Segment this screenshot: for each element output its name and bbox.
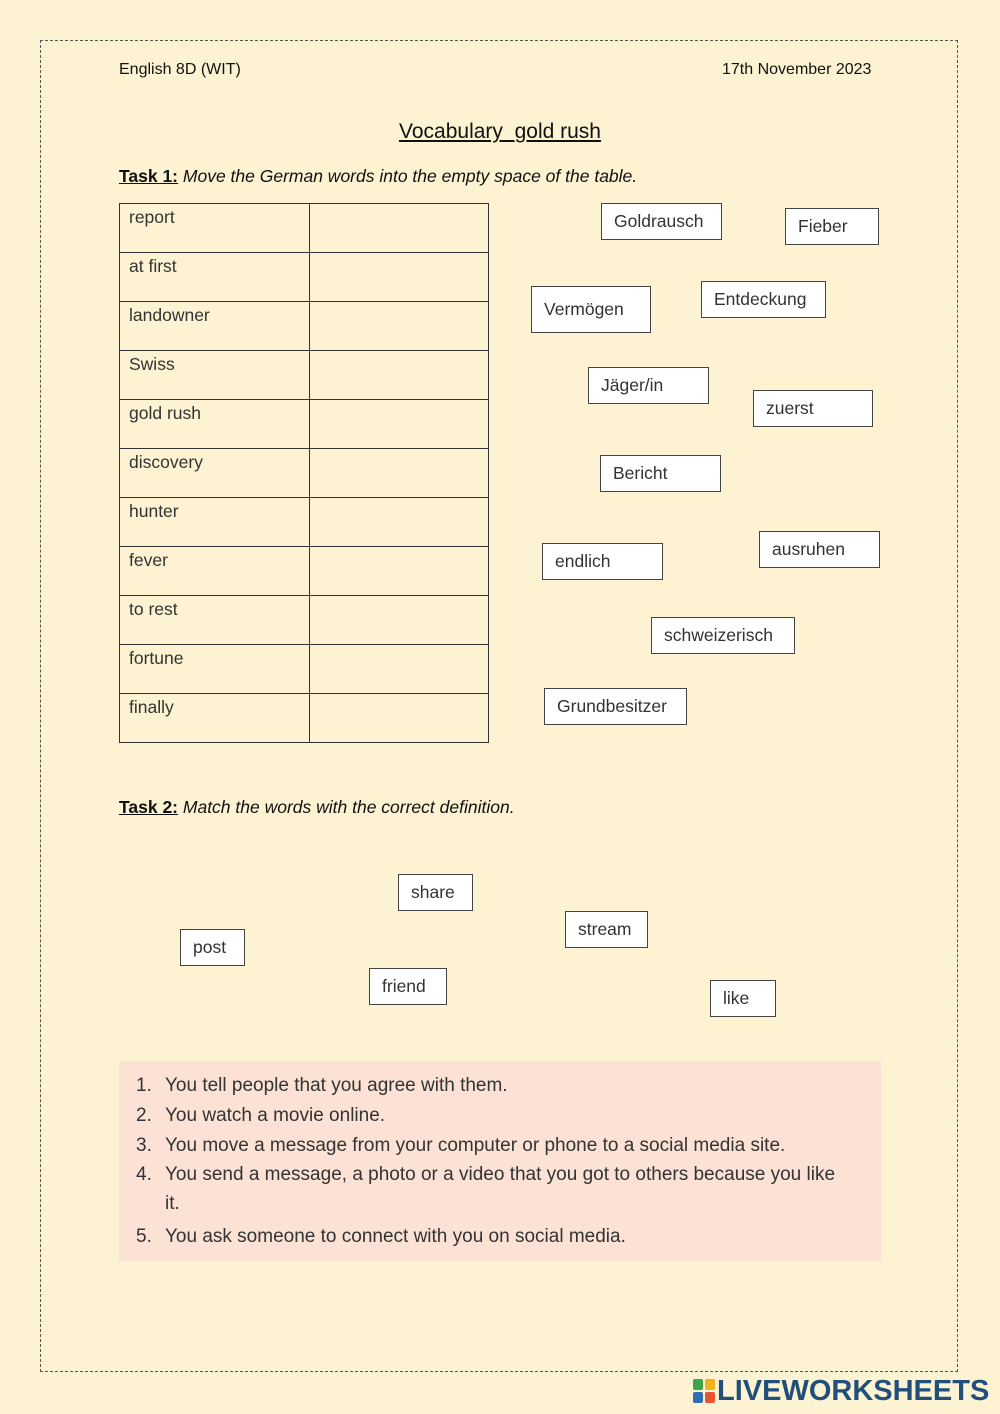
table-row bbox=[120, 547, 489, 596]
english-word: to rest bbox=[120, 596, 310, 645]
table-row bbox=[120, 302, 489, 351]
class-label: English 8D (WIT) bbox=[119, 61, 241, 78]
word-chip-friend[interactable]: friend bbox=[369, 968, 447, 1005]
english-word: gold rush bbox=[120, 400, 310, 449]
list-item bbox=[136, 1101, 855, 1130]
definition-number: 4. bbox=[136, 1164, 152, 1185]
logo-text: LIVEWORKSHEETS bbox=[717, 1374, 990, 1407]
word-chip-zuerst[interactable]: zuerst bbox=[753, 390, 873, 427]
english-word: report bbox=[120, 204, 310, 253]
word-chip-ausruhen[interactable]: ausruhen bbox=[759, 531, 880, 568]
english-word: at first bbox=[120, 253, 310, 302]
word-chip-entdeckung[interactable]: Entdeckung bbox=[701, 281, 826, 318]
task1-instruction: Move the German words into the empty space of the table. bbox=[178, 166, 638, 186]
word-chip-schweizerisch[interactable]: schweizerisch bbox=[651, 617, 795, 654]
list-item bbox=[136, 1222, 855, 1251]
table-row bbox=[120, 351, 489, 400]
task1-heading bbox=[119, 166, 637, 187]
table-row bbox=[120, 400, 489, 449]
word-chip-stream[interactable]: stream bbox=[565, 911, 648, 948]
logo-square-icon bbox=[693, 1392, 703, 1403]
task1-label: Task 1: bbox=[119, 166, 179, 186]
definition-text: You watch a movie online. bbox=[165, 1105, 386, 1126]
english-word: Swiss bbox=[120, 351, 310, 400]
date-label: 17th November 2023 bbox=[722, 61, 872, 78]
word-chip-endlich[interactable]: endlich bbox=[542, 543, 663, 580]
table-row bbox=[120, 694, 489, 743]
drop-slot[interactable] bbox=[310, 498, 489, 547]
english-word: hunter bbox=[120, 498, 310, 547]
definition-number: 3. bbox=[136, 1135, 152, 1156]
logo-square-icon bbox=[693, 1379, 703, 1390]
drop-slot[interactable] bbox=[310, 596, 489, 645]
definition-number: 2. bbox=[136, 1105, 152, 1126]
drop-slot[interactable] bbox=[310, 645, 489, 694]
list-item bbox=[136, 1160, 855, 1218]
word-chip-share[interactable]: share bbox=[398, 874, 473, 911]
logo-square-icon bbox=[705, 1379, 715, 1390]
word-chip-fieber[interactable]: Fieber bbox=[785, 208, 879, 245]
word-chip-vermoegen[interactable]: Vermögen bbox=[531, 286, 651, 333]
definition-text: You send a message, a photo or a video that you got to others because you like it. bbox=[165, 1164, 836, 1214]
task2-label: Task 2: bbox=[119, 797, 179, 817]
logo-mark-icon bbox=[693, 1379, 715, 1403]
word-chip-jaeger[interactable]: Jäger/in bbox=[588, 367, 709, 404]
table-row bbox=[120, 596, 489, 645]
drop-slot[interactable] bbox=[310, 302, 489, 351]
drop-slot[interactable] bbox=[310, 547, 489, 596]
english-word: finally bbox=[120, 694, 310, 743]
definition-number: 5. bbox=[136, 1226, 152, 1247]
table-row bbox=[120, 204, 489, 253]
definition-text: You ask someone to connect with you on social media. bbox=[165, 1226, 626, 1247]
logo-square-icon bbox=[705, 1392, 715, 1403]
table-row bbox=[120, 498, 489, 547]
drop-slot[interactable] bbox=[310, 694, 489, 743]
definition-text: You tell people that you agree with them. bbox=[165, 1075, 508, 1096]
word-chip-bericht[interactable]: Bericht bbox=[600, 455, 721, 492]
definition-number: 1. bbox=[136, 1075, 152, 1096]
english-word: fever bbox=[120, 547, 310, 596]
task2-heading bbox=[119, 797, 515, 818]
word-chip-goldrausch[interactable]: Goldrausch bbox=[601, 203, 722, 240]
word-chip-like[interactable]: like bbox=[710, 980, 776, 1017]
table-row bbox=[120, 253, 489, 302]
drop-slot[interactable] bbox=[310, 351, 489, 400]
english-word: landowner bbox=[120, 302, 310, 351]
drop-slot[interactable] bbox=[310, 400, 489, 449]
english-word: discovery bbox=[120, 449, 310, 498]
list-item bbox=[136, 1071, 855, 1100]
definition-text: You move a message from your computer or phone to a social media site. bbox=[165, 1135, 786, 1156]
english-word: fortune bbox=[120, 645, 310, 694]
drop-slot[interactable] bbox=[310, 253, 489, 302]
liveworksheets-logo bbox=[693, 1376, 989, 1406]
word-chip-post[interactable]: post bbox=[180, 929, 245, 966]
word-chip-grundbesitzer[interactable]: Grundbesitzer bbox=[544, 688, 687, 725]
page-title: Vocabulary_gold rush bbox=[399, 120, 601, 143]
table-row bbox=[120, 645, 489, 694]
drop-slot[interactable] bbox=[310, 204, 489, 253]
task2-instruction: Match the words with the correct definition. bbox=[178, 797, 515, 817]
list-item bbox=[136, 1131, 855, 1160]
drop-slot[interactable] bbox=[310, 449, 489, 498]
table-row bbox=[120, 449, 489, 498]
definitions-box bbox=[119, 1061, 881, 1261]
vocab-table bbox=[119, 203, 489, 743]
